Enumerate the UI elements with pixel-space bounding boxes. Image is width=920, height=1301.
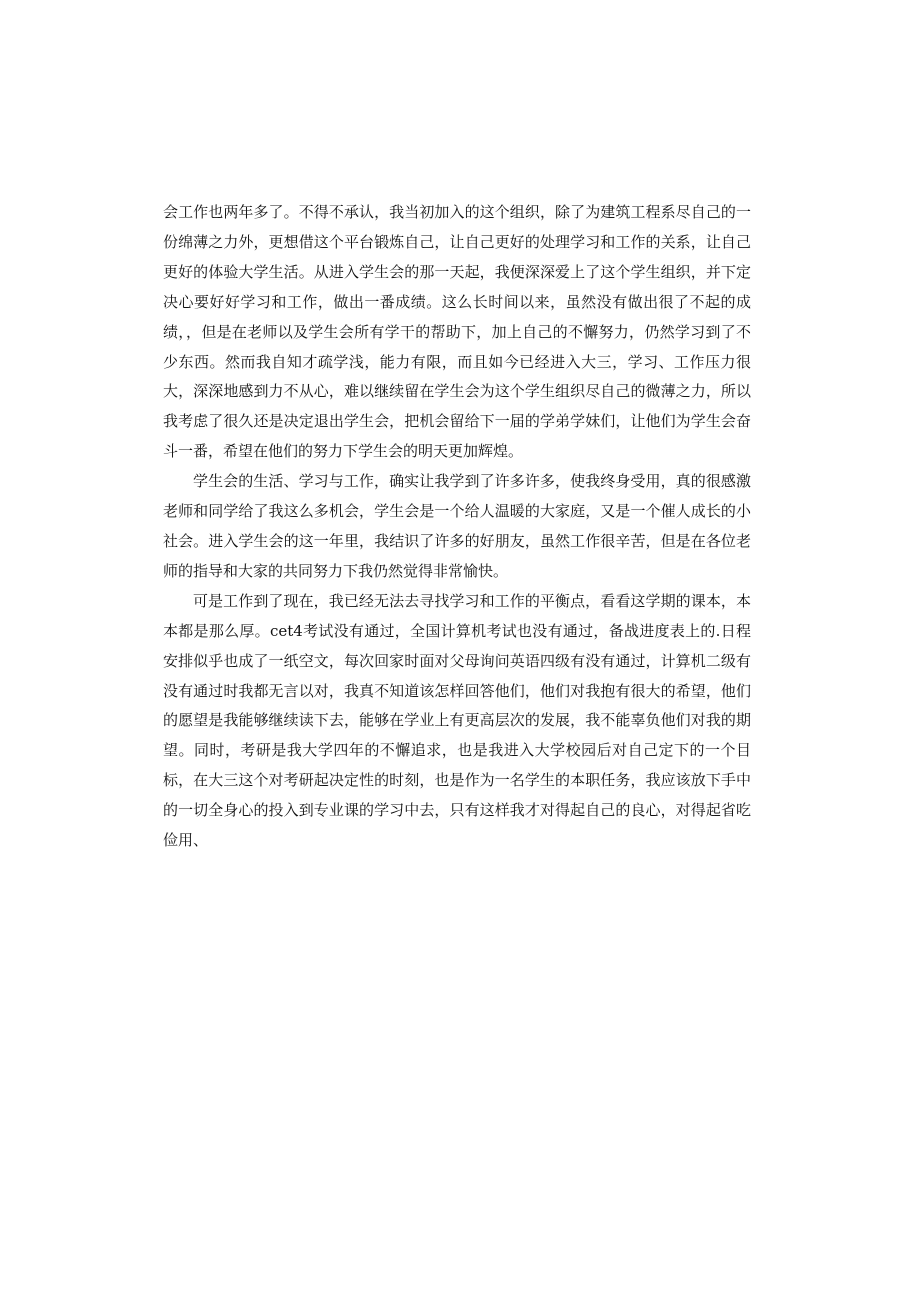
paragraph-3: 可是工作到了现在，我已经无法去寻找学习和工作的平衡点，看看这学期的课本，本本都是那么厚。cet4考试没有通过，全国计算机考试也没有通过，备战进度表上的.日程安排似乎也成了一纸空文，每次回家时面对父母询问英语四级有没有通过，计算机二级有没有通过时我都无言以对，我真不知道该怎样回答他们，他们对我抱有很大的希望，他们的愿望是我能够继续读下去，能够在学业上有更高层次的发展，我不能辜负他们对我的期望。同时，考研是我大学四年的不懈追求，也是我进入大学校园后对自己定下的一个目标，在大三这个对考研起决定性的时刻，也是作为一名学生的本职任务，我应该放下手中的一切全身心的投入到专业课的学习中去，只有这样我才对得起自己的良心，对得起省吃俭用、 (163, 591, 751, 850)
paragraph-2: 学生会的生活、学习与工作，确实让我学到了许多许多，使我终身受用，真的很感激老师和同学给了我这么多机会，学生会是一个给人温暖的大家庭，又是一个催人成长的小社会。进入学生会的这一年里，我结识了许多的好朋友，虽然工作很辛苦，但是在各位老师的指导和大家的共同努力下我仍然觉得非常愉快。 (163, 472, 751, 580)
paragraph-1: 会工作也两年多了。不得不承认，我当初加入的这个组织，除了为建筑工程系尽自己的一份绵薄之力外，更想借这个平台锻炼自己，让自己更好的处理学习和工作的关系，让自己更好的体验大学生活。从进入学生会的那一天起，我便深深爱上了这个学生组织，并下定决心要好好学习和工作，做出一番成绩。这么长时间以来，虽然没有做出很了不起的成绩，，但是在老师以及学生会所有学干的帮助下，加上自己的不懈努力，仍然学习到了不少东西。然而我自知才疏学浅，能力有限，而且如今已经进入大三，学习、工作压力很大，深深地感到力不从心，难以继续留在学生会为这个学生组织尽自己的微薄之力，所以我考虑了很久还是决定退出学生会，把机会留给下一届的学弟学妹们，让他们为学生会奋斗一番，希望在他们的努力下学生会的明天更加辉煌。 (163, 203, 751, 461)
document-body (163, 198, 751, 856)
